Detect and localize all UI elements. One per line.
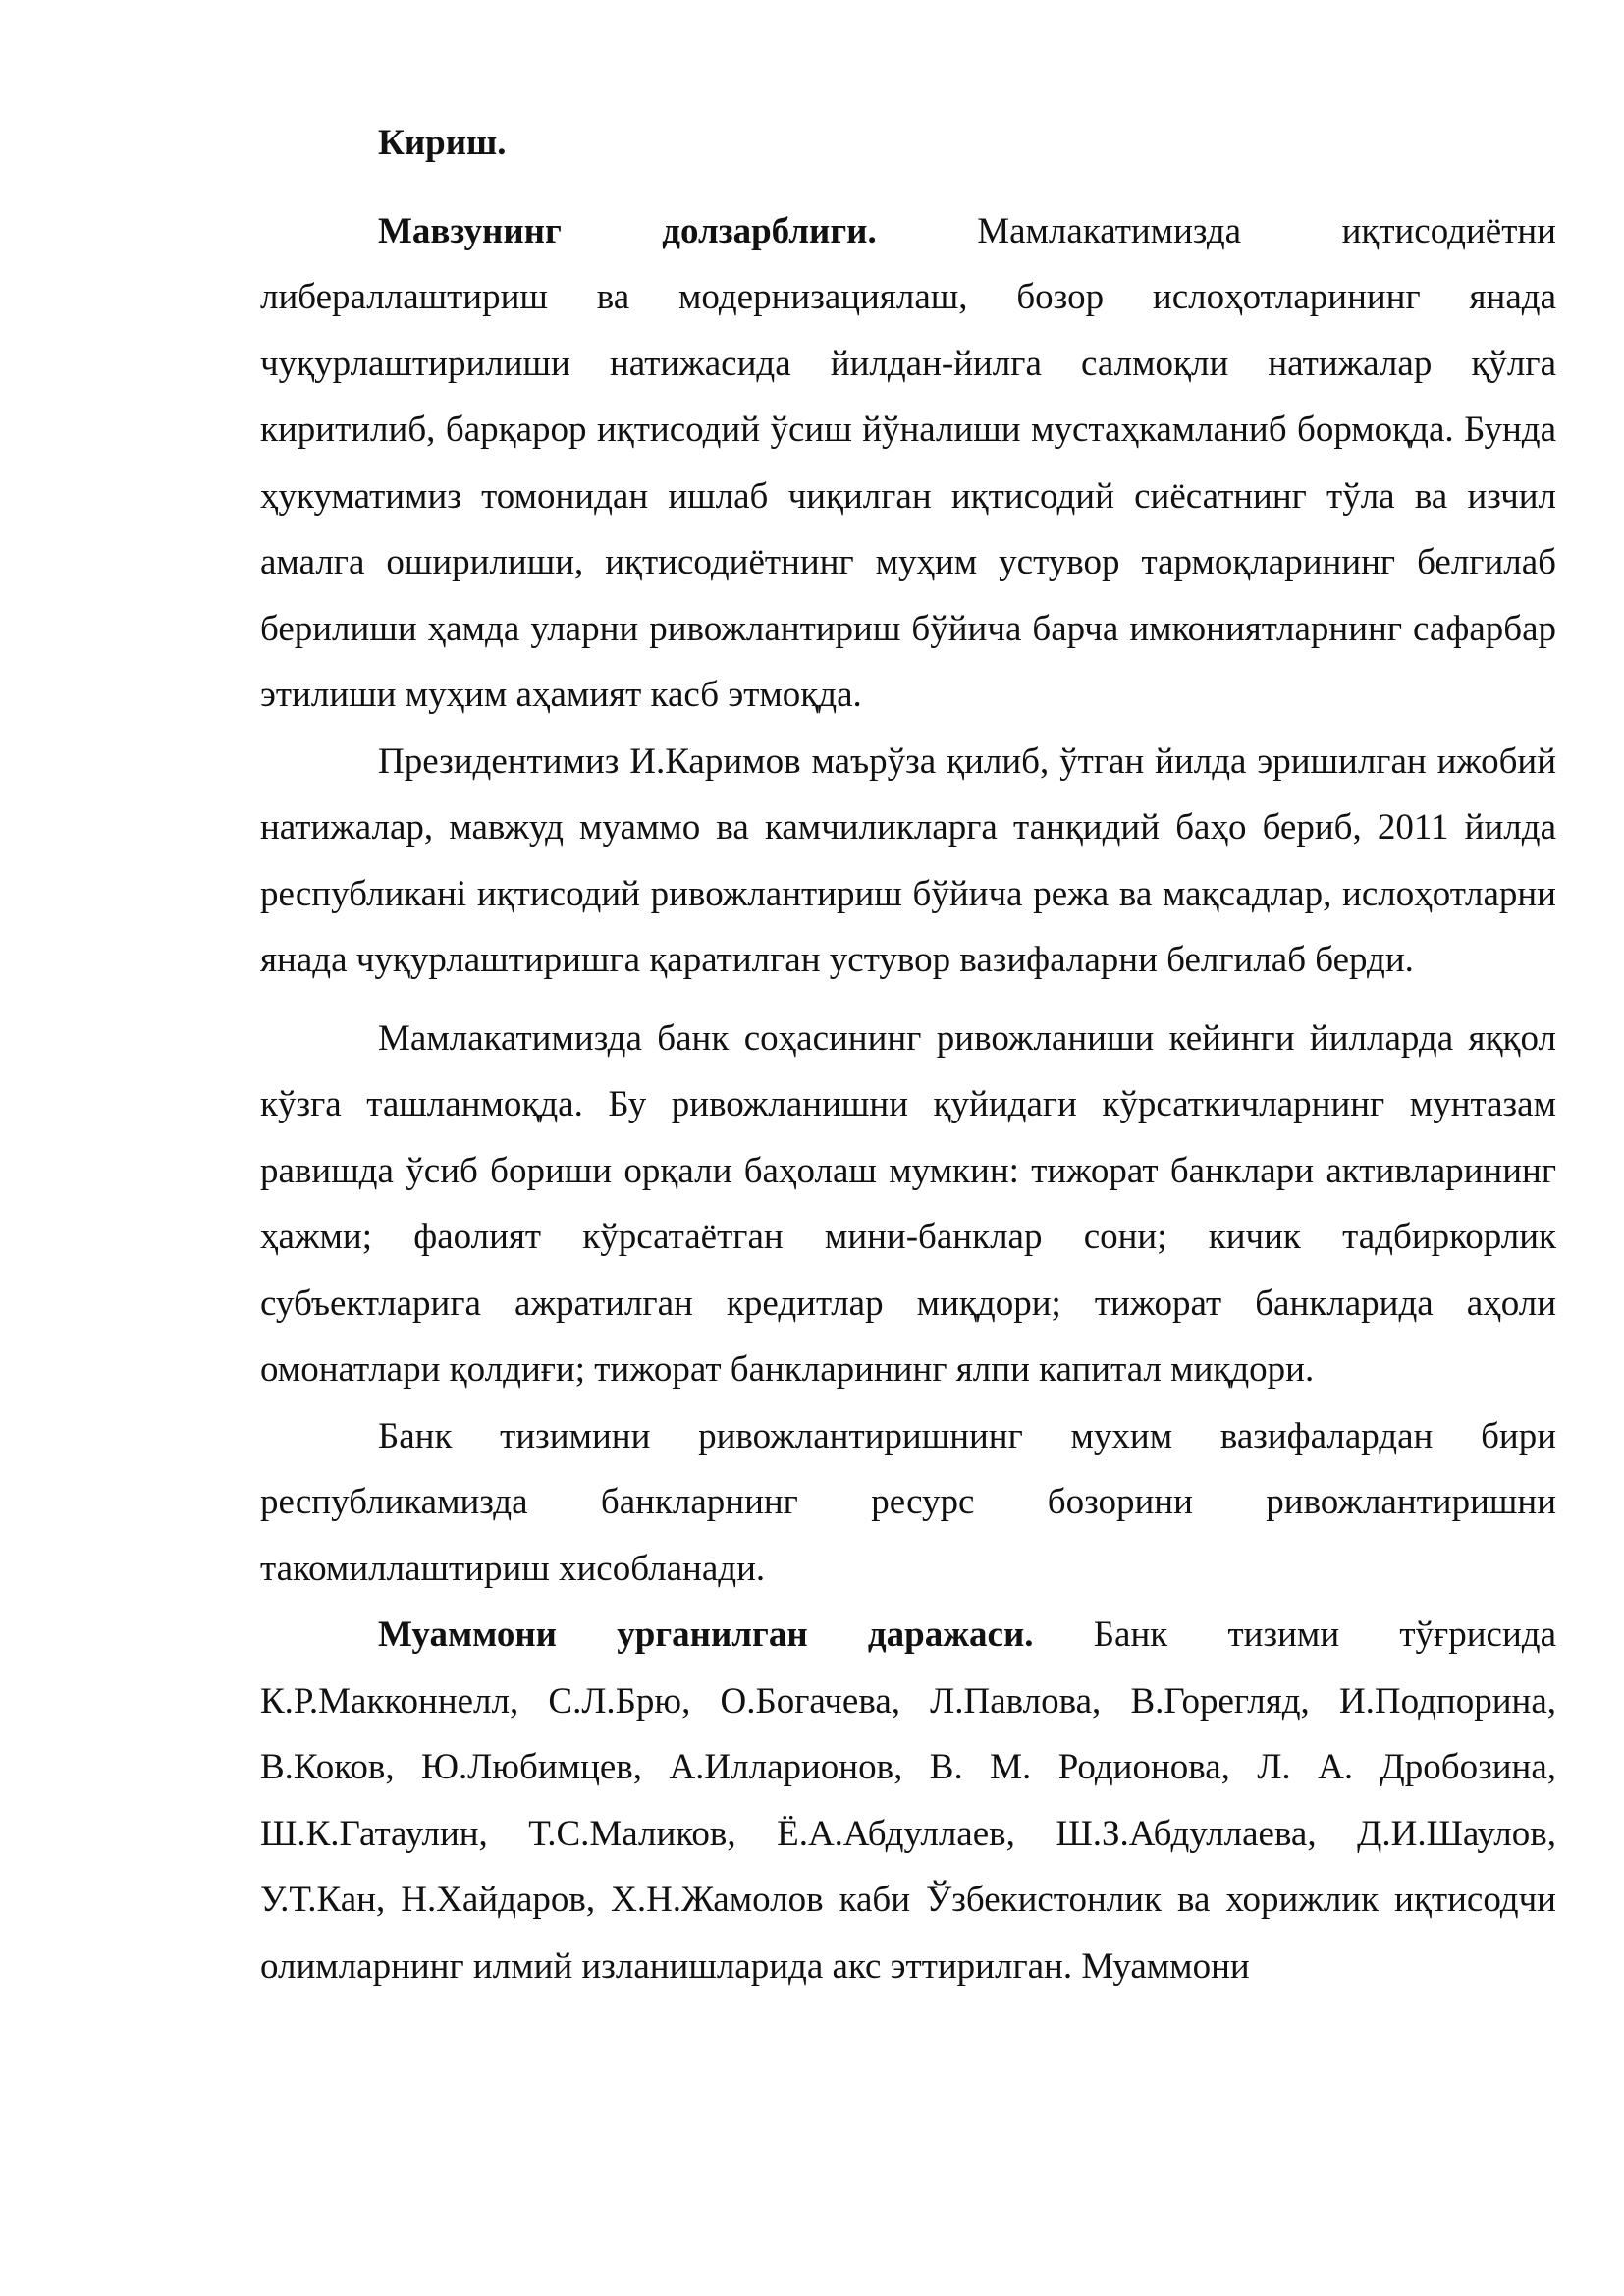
paragraph-lead: Мавзунинг долзарблиги. xyxy=(378,210,877,251)
document-body xyxy=(260,110,1556,1999)
paragraph-president xyxy=(260,729,1556,994)
paragraph-text: Мамлакатимизда иқтисодиётни либераллаштириш ва модернизациялаш, бозор ислоҳотларининг янада чуқурлаштирилиши натижасида йилдан-йилга салмоқли натижалар қўлга киритилиб, барқарор иқтисодий ўсиш йўналиши мустаҳкамланиб бормоқда. Бунда ҳукуматимиз томонидан ишлаб чиқилган иқтисодий сиёсатнинг тўла ва изчил амалга оширилиши, иқтисодиётнинг муҳим устувор тармоқларининг белгилаб берилиши ҳамда уларни ривожлантириш бўйича барча имкониятларнинг сафарбар этилиши муҳим аҳамият касб этмоқда. xyxy=(260,210,1556,715)
paragraph-text: Президентимиз И.Каримов маърўза қилиб, ўтган йилда эришилган ижобий натижалар, мавжуд муаммо ва камчиликларга танқидий баҳо бериб, 2011 йилда республиканi иқтисодий ривожлантириш бўйича режа ва мақсадлар, ислоҳотларни янада чуқурлаштиришга қаратилган устувор вазифаларни белгилаб берди. xyxy=(260,740,1556,980)
paragraph-lead: Муаммони урганилган даражаси. xyxy=(378,1614,1034,1655)
paragraph-bank-system xyxy=(260,1403,1556,1603)
paragraph-banking-sector xyxy=(260,1006,1556,1403)
paragraph-text: Мамлакатимизда банк соҳасининг ривожланиши кейинги йилларда яққол кўзга ташланмоқда. Бу ривожланишни қуйидаги кўрсаткичларнинг мунтазам равишда ўсиб бориши орқали баҳолаш мумкин: тижорат банклари активларининг ҳажми; фаолият кўрсатаётган мини-банклар сони; кичик тадбиркорлик субъектларига ажратилган кредитлар миқдори; тижорат банкларида аҳоли омонатлари қолдиғи; тижорат банкларининг ялпи капитал миқдори. xyxy=(260,1017,1556,1390)
spacer xyxy=(260,994,1556,1006)
paragraph-research-level xyxy=(260,1602,1556,1999)
section-heading: Кириш. xyxy=(378,123,507,163)
paragraph-text: Банк тизимини ривожлантиришнинг мухим вазифалардан бири республикамизда банкларнинг ресурс бозорини ривожлантиришни такомиллаштириш хисобланади. xyxy=(260,1415,1556,1589)
paragraph-text: Банк тизими тўғрисида К.Р.Макконнелл, С.Л.Брю, О.Богачева, Л.Павлова, В.Горегляд, И.Подпорина, В.Коков, Ю.Любимцев, А.Илларионов, В. М. Родионова, Л. А. Дробозина, Ш.К.Гатаулин, Т.С.Маликов, Ё.А.Абдуллаев, Ш.З.Абдуллаева, Д.И.Шаулов, У.Т.Кан, Н.Хайдаров, Х.Н.Жамолов каби Ўзбекистонлик ва хорижлик иқтисодчи олимларнинг илмий изланишларида акс эттирилган. Муаммони xyxy=(260,1614,1556,1987)
paragraph-relevance xyxy=(260,198,1556,729)
spacer xyxy=(260,177,1556,198)
